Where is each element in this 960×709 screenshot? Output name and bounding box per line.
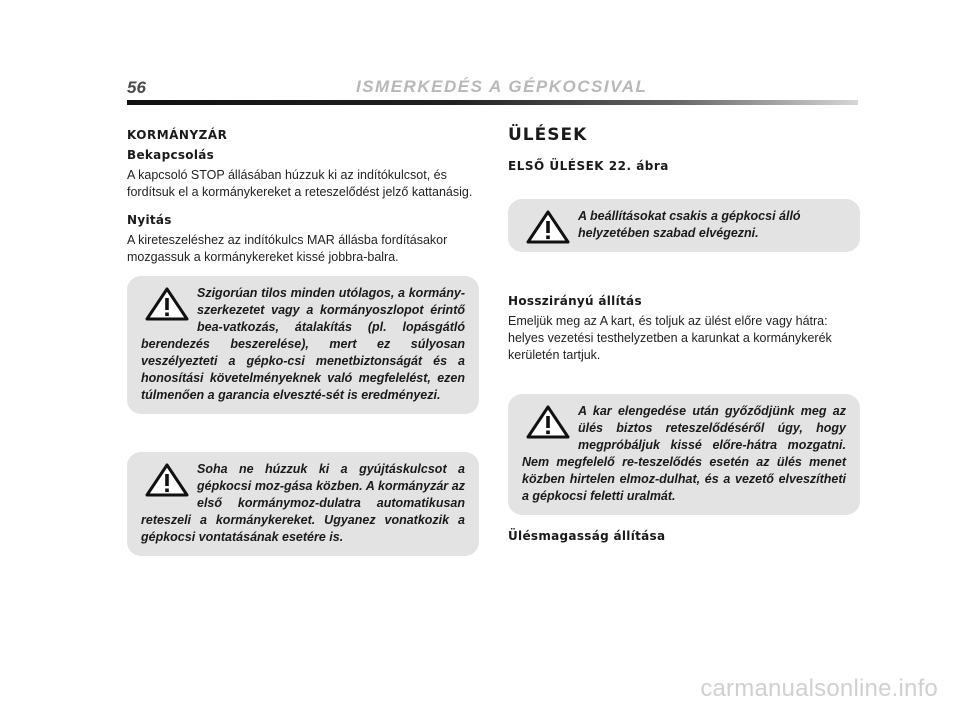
paragraph-unlock: A kireteszeléshez az indítókulcs MAR állásba fordításakor mozgassuk a kormánykereket kissé jobbra-balra.: [127, 233, 448, 264]
warning-box-adjust-stationary: [508, 199, 860, 252]
subheading-unlock: Nyitás: [127, 213, 172, 227]
subsection-title-front-seats: ELSŐ ÜLÉSEK 22. ábra: [508, 159, 669, 173]
warning-text-ignition-key: Soha ne húzzuk ki a gyújtáskulcsot a gépkocsi moz-gása közben. A kormányzár az első kormánymoz-dulatra automatikusan reteszeli a kormánykereket. Ugyanez vonatkozik a gépkocsi vontatásának esetére is.: [141, 462, 465, 544]
page-number: 56: [127, 78, 146, 97]
watermark: carmanualsonline.info: [700, 675, 938, 702]
subheading-longitudinal: Hosszirányú állítás: [508, 294, 642, 308]
warning-box-tampering: [127, 276, 479, 414]
subheading-seat-height: Ülésmagasság állítása: [508, 529, 666, 543]
warning-triangle-icon: [526, 405, 570, 439]
warning-triangle-icon: [526, 210, 570, 244]
section-title-seats: ÜLÉSEK: [508, 125, 588, 145]
running-header: ISMERKEDÉS A GÉPKOCSIVAL: [356, 77, 648, 96]
header-rule: [127, 100, 858, 105]
left-column: [127, 122, 479, 556]
warning-triangle-icon: [145, 287, 189, 321]
warning-text-tampering: Szigorúan tilos minden utólagos, a kormány-szerkezetet vagy a kormányoszlopot érintő bea-vatkozás, átalakítás (pl. lopásgátló berendezés beszerelése), mert ez súlyosan veszélyezteti a gépko-csi menetbiztonságát és a honosítási követelményeknek való megfelelést, ezen túlmenően a garancia elveszté-sét is eredményezi.: [141, 286, 465, 402]
warning-box-seat-latch: [508, 394, 860, 515]
warning-text-adjust-stationary: A beállításokat csakis a gépkocsi álló helyzetében szabad elvégezni.: [578, 209, 801, 240]
warning-text-seat-latch: A kar elengedése után győződjünk meg az ülés biztos reteszelődéséről úgy, hogy megpróbáljuk kissé előre-hátra mozgatni. Nem megfelelő re-teszelődés esetén az ülés menet közben hirtelen elmoz-dulhat, és a vezető elveszítheti a gépkocsi feletti uralmát.: [522, 404, 846, 503]
subheading-lock: Bekapcsolás: [127, 148, 215, 162]
warning-box-ignition-key: [127, 452, 479, 556]
section-title-steering-lock: KORMÁNYZÁR: [127, 128, 228, 142]
warning-triangle-icon: [145, 463, 189, 497]
paragraph-longitudinal: Emeljük meg az A kart, és toljuk az ülést előre vagy hátra: helyes vezetési testhelyzetben a karunkat a kormánykerék kerületén tartjuk.: [508, 314, 832, 362]
paragraph-lock: A kapcsoló STOP állásában húzzuk ki az indítókulcsot, és fordítsuk el a kormánykereket a reteszelődést jelző kattanásig.: [127, 168, 473, 199]
right-column: [508, 122, 860, 548]
